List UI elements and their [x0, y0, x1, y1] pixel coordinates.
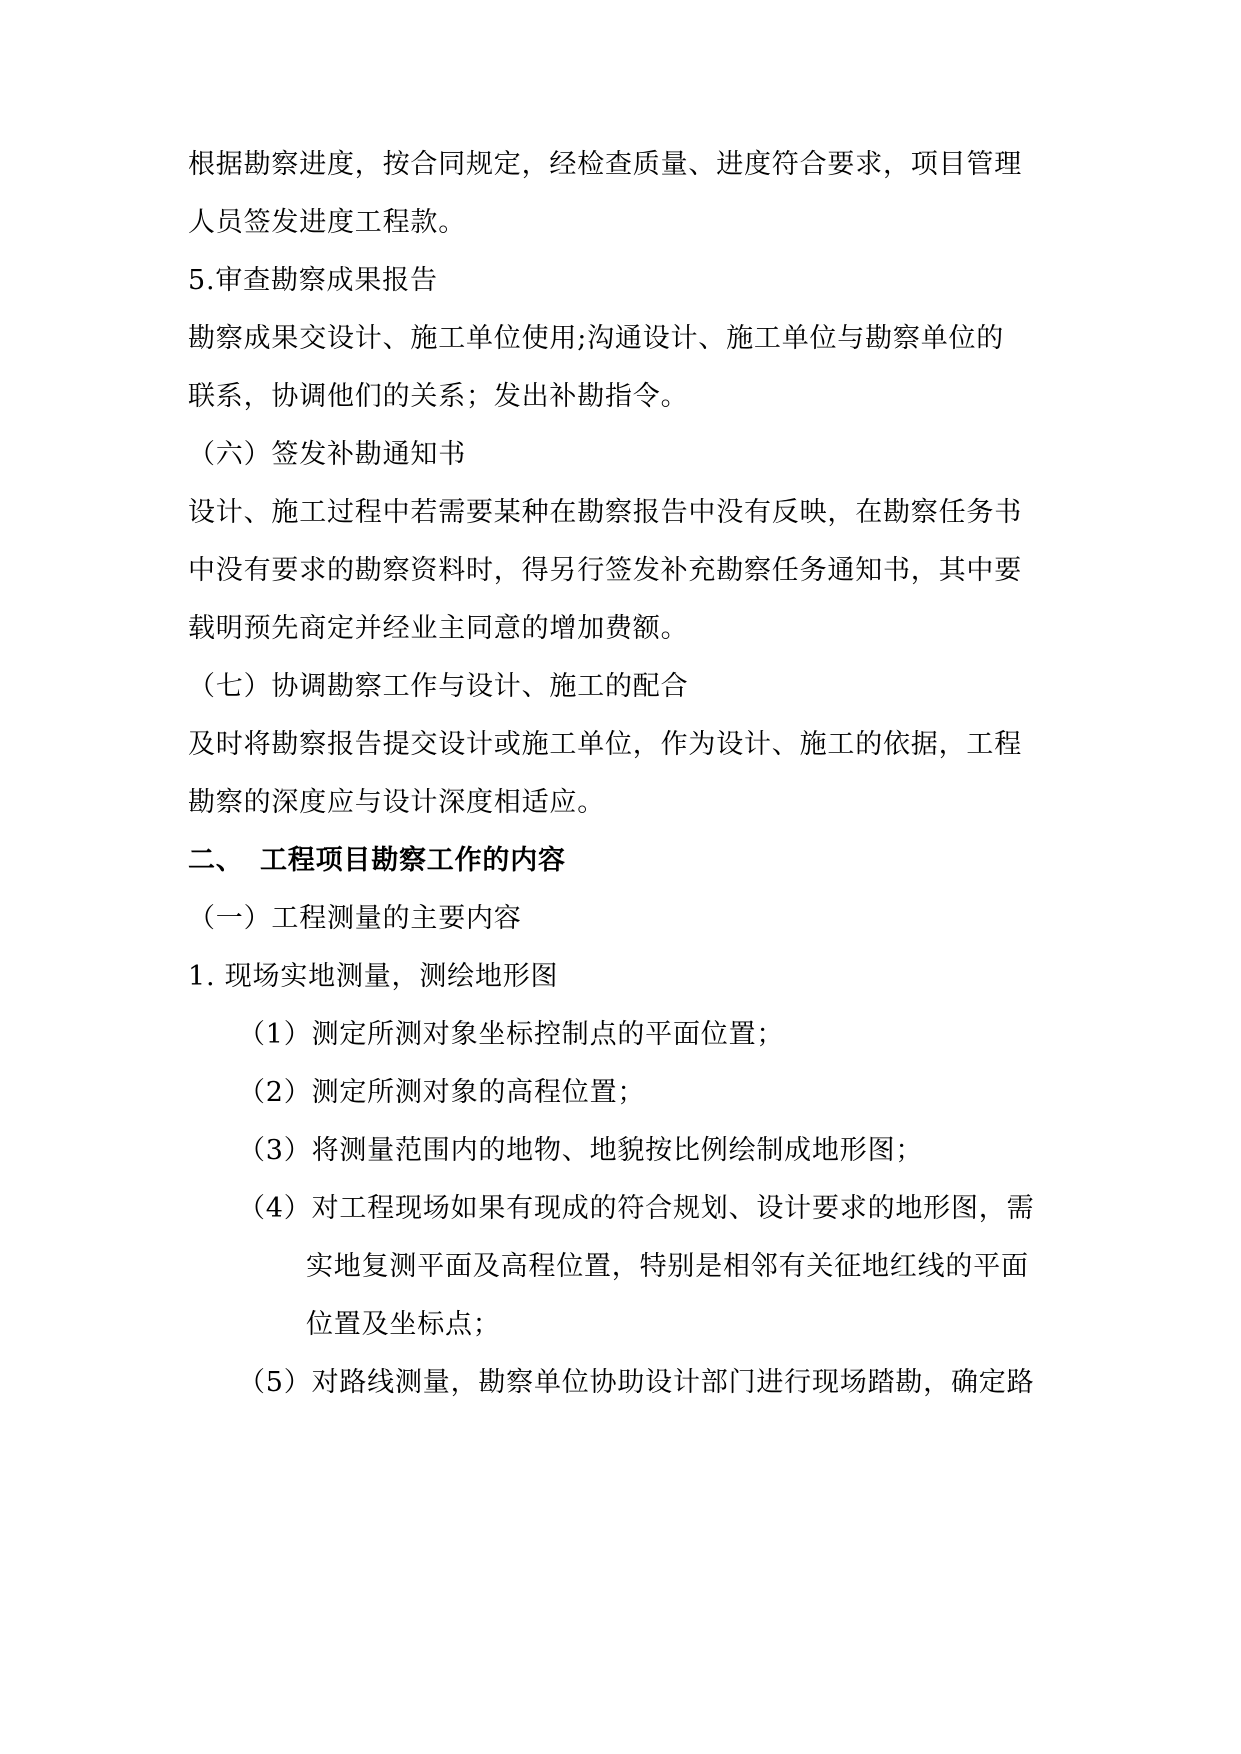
- paragraph-line: 中没有要求的勘察资料时，得另行签发补充勘察任务通知书，其中要: [188, 555, 1022, 586]
- list-item: （5）对路线测量，勘察单位协助设计部门进行现场踏勘，确定路: [238, 1367, 1035, 1398]
- section-number: 二、: [188, 845, 244, 876]
- subsection-heading: （一）工程测量的主要内容: [188, 903, 522, 934]
- paragraph-line: 勘察成果交设计、施工单位使用;沟通设计、施工单位与勘察单位的: [188, 323, 1005, 354]
- list-item-continuation: 位置及坐标点；: [306, 1309, 501, 1340]
- item-heading: 1. 现场实地测量，测绘地形图: [188, 961, 559, 992]
- item-heading: 5.审查勘察成果报告: [188, 265, 438, 296]
- section-heading: [188, 844, 566, 878]
- paragraph-line: 根据勘察进度，按合同规定，经检查质量、进度符合要求，项目管理: [188, 149, 1022, 180]
- paragraph-line: 人员签发进度工程款。: [188, 207, 466, 238]
- paragraph-line: 及时将勘察报告提交设计或施工单位，作为设计、施工的依据，工程: [188, 729, 1022, 760]
- list-item-continuation: 实地复测平面及高程位置，特别是相邻有关征地红线的平面: [306, 1251, 1029, 1282]
- paragraph-line: 勘察的深度应与设计深度相适应。: [188, 787, 605, 818]
- section-title: 工程项目勘察工作的内容: [260, 845, 566, 876]
- list-item: （2）测定所测对象的高程位置；: [238, 1077, 646, 1108]
- subsection-heading: （六）签发补勘通知书: [188, 439, 466, 470]
- paragraph-line: 联系，协调他们的关系；发出补勘指令。: [188, 381, 689, 412]
- list-item: （4）对工程现场如果有现成的符合规划、设计要求的地形图，需: [238, 1193, 1035, 1224]
- list-item: （1）测定所测对象坐标控制点的平面位置；: [238, 1019, 785, 1050]
- subsection-heading: （七）协调勘察工作与设计、施工的配合: [188, 671, 689, 702]
- list-item: （3）将测量范围内的地物、地貌按比例绘制成地形图；: [238, 1135, 924, 1166]
- paragraph-line: 载明预先商定并经业主同意的增加费额。: [188, 613, 689, 644]
- paragraph-line: 设计、施工过程中若需要某种在勘察报告中没有反映，在勘察任务书: [188, 497, 1022, 528]
